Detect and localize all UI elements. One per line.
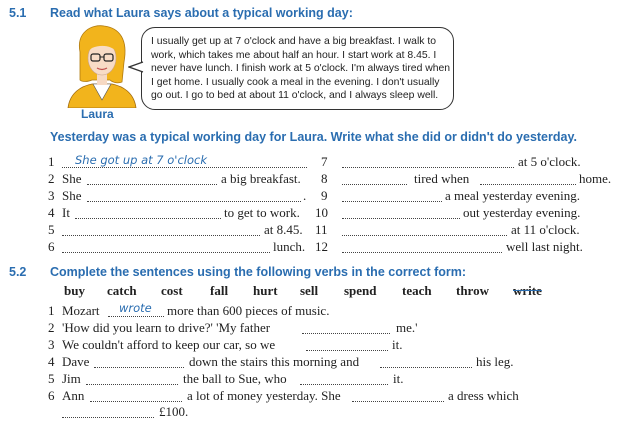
answer-blank[interactable]: [302, 333, 390, 334]
exercise-5-1-instruction: Read what Laura says about a typical working day:: [50, 6, 353, 20]
item-number: 2: [48, 171, 55, 186]
sentence-text: 'How did you learn to drive?' 'My father: [62, 320, 271, 335]
answer-blank[interactable]: [87, 201, 301, 202]
verb-cost: cost: [161, 283, 183, 298]
answer-blank[interactable]: [62, 235, 260, 236]
verb-write-crossed: write: [513, 283, 542, 298]
sentence-text: the ball to Sue, who: [183, 371, 287, 386]
verb-teach: teach: [402, 283, 432, 298]
sentence-number: 2: [48, 320, 55, 335]
sentence-number: 5: [48, 371, 55, 386]
verb-fall: fall: [210, 283, 229, 298]
sentence-text: Ann: [62, 388, 85, 403]
item-number: 11: [315, 222, 328, 237]
exercise-number-5-1: 5.1: [9, 6, 27, 20]
item-prompt: She: [62, 188, 82, 203]
speech-text: [151, 35, 451, 103]
item-number: 6: [48, 239, 55, 254]
item-number: 3: [48, 188, 55, 203]
item-number: 8: [321, 171, 328, 186]
sentence-text: down the stairs this morning and: [189, 354, 360, 369]
verb-buy: buy: [64, 283, 85, 298]
character-name: Laura: [81, 107, 114, 121]
sentence-number: 6: [48, 388, 55, 403]
answer-blank[interactable]: [380, 367, 472, 368]
speech-line: I usually get up at 7 o'clock and have a big breakfast. I walk to: [151, 36, 437, 47]
item-suffix: .: [303, 188, 307, 203]
sentence-text: it.: [392, 337, 403, 352]
speech-line: go out. I go to bed at about 11 o'clock, and I always sleep well.: [151, 90, 439, 102]
speech-line: work, which takes me about half an hour. I start work at 8.45. I: [151, 49, 437, 61]
item-suffix: well last night.: [506, 239, 583, 254]
answer-blank[interactable]: [86, 384, 178, 385]
sentence-text: Dave: [62, 354, 90, 369]
sentence-text: me.': [396, 320, 418, 335]
item-number: 5: [48, 222, 55, 237]
sentence-text: £100.: [159, 404, 189, 419]
item-suffix: out yesterday evening.: [463, 205, 581, 220]
item-number: 9: [321, 188, 328, 203]
answer-blank[interactable]: [480, 184, 576, 185]
item-number: 12: [315, 239, 328, 254]
answer-blank[interactable]: [87, 184, 217, 185]
item-number: 7: [321, 154, 328, 169]
answer-blank[interactable]: [342, 218, 460, 219]
verb-hurt: hurt: [253, 283, 278, 298]
answer-blank[interactable]: [342, 184, 407, 185]
sentence-text: more than 600 pieces of music.: [167, 303, 330, 318]
exercise-5-1-task: Yesterday was a typical working day for Laura. Write what she did or didn't do yesterday.: [50, 130, 577, 144]
speech-bubble-tail: [128, 60, 144, 74]
verb-spend: spend: [344, 283, 377, 298]
item-number: 1: [48, 154, 55, 169]
item-number: 10: [315, 205, 328, 220]
exercise-number-5-2: 5.2: [9, 265, 27, 279]
sentence-text: We couldn't afford to keep our car, so we: [62, 337, 276, 352]
answer-text: wrote: [119, 301, 152, 315]
item-middle: tired when: [414, 171, 470, 186]
item-suffix: lunch.: [273, 239, 306, 254]
answer-blank[interactable]: [90, 401, 182, 402]
answer-blank[interactable]: [62, 252, 270, 253]
answer-blank[interactable]: [62, 417, 154, 418]
sentence-text: Mozart: [62, 303, 100, 318]
answer-blank[interactable]: [108, 316, 164, 317]
answer-blank[interactable]: [342, 201, 442, 202]
exercise-5-2-instruction: Complete the sentences using the following verbs in the correct form:: [50, 265, 467, 279]
sentence-text: Jim: [62, 371, 81, 386]
sentence-text: his leg.: [476, 354, 514, 369]
answer-text: She got up at 7 o'clock: [75, 153, 207, 167]
verb-throw: throw: [456, 283, 489, 298]
sentence-text: a lot of money yesterday. She: [187, 388, 341, 403]
item-suffix: a meal yesterday evening.: [445, 188, 580, 203]
item-suffix: to get to work.: [224, 205, 300, 220]
answer-blank[interactable]: [75, 218, 221, 219]
item-prompt: She: [62, 171, 82, 186]
answer-blank[interactable]: [342, 167, 514, 168]
item-number: 4: [48, 205, 55, 220]
sentence-number: 4: [48, 354, 55, 369]
item-suffix: at 5 o'clock.: [518, 154, 581, 169]
answer-blank[interactable]: [94, 367, 184, 368]
item-suffix: a big breakfast.: [221, 171, 301, 186]
speech-line: I get home. I usually cook a meal in the evening. I don't usually: [151, 76, 440, 88]
sentence-number: 1: [48, 303, 55, 318]
answer-blank[interactable]: [352, 401, 444, 402]
item-suffix: home.: [579, 171, 612, 186]
answer-blank[interactable]: [342, 235, 507, 236]
item-prompt: It: [62, 205, 70, 220]
answer-blank[interactable]: [300, 384, 388, 385]
verb-catch: catch: [107, 283, 137, 298]
sentence-number: 3: [48, 337, 55, 352]
verb-sell: sell: [300, 283, 319, 298]
item-suffix: at 8.45.: [264, 222, 303, 237]
speech-line: never have lunch. I finish work at 5 o'clock. I'm always tired when: [151, 63, 451, 75]
sentence-text: it.: [393, 371, 404, 386]
answer-blank[interactable]: [342, 252, 502, 253]
item-suffix: at 11 o'clock.: [511, 222, 580, 237]
answer-blank[interactable]: [62, 167, 307, 168]
answer-blank[interactable]: [306, 350, 388, 351]
sentence-text: a dress which: [448, 388, 519, 403]
